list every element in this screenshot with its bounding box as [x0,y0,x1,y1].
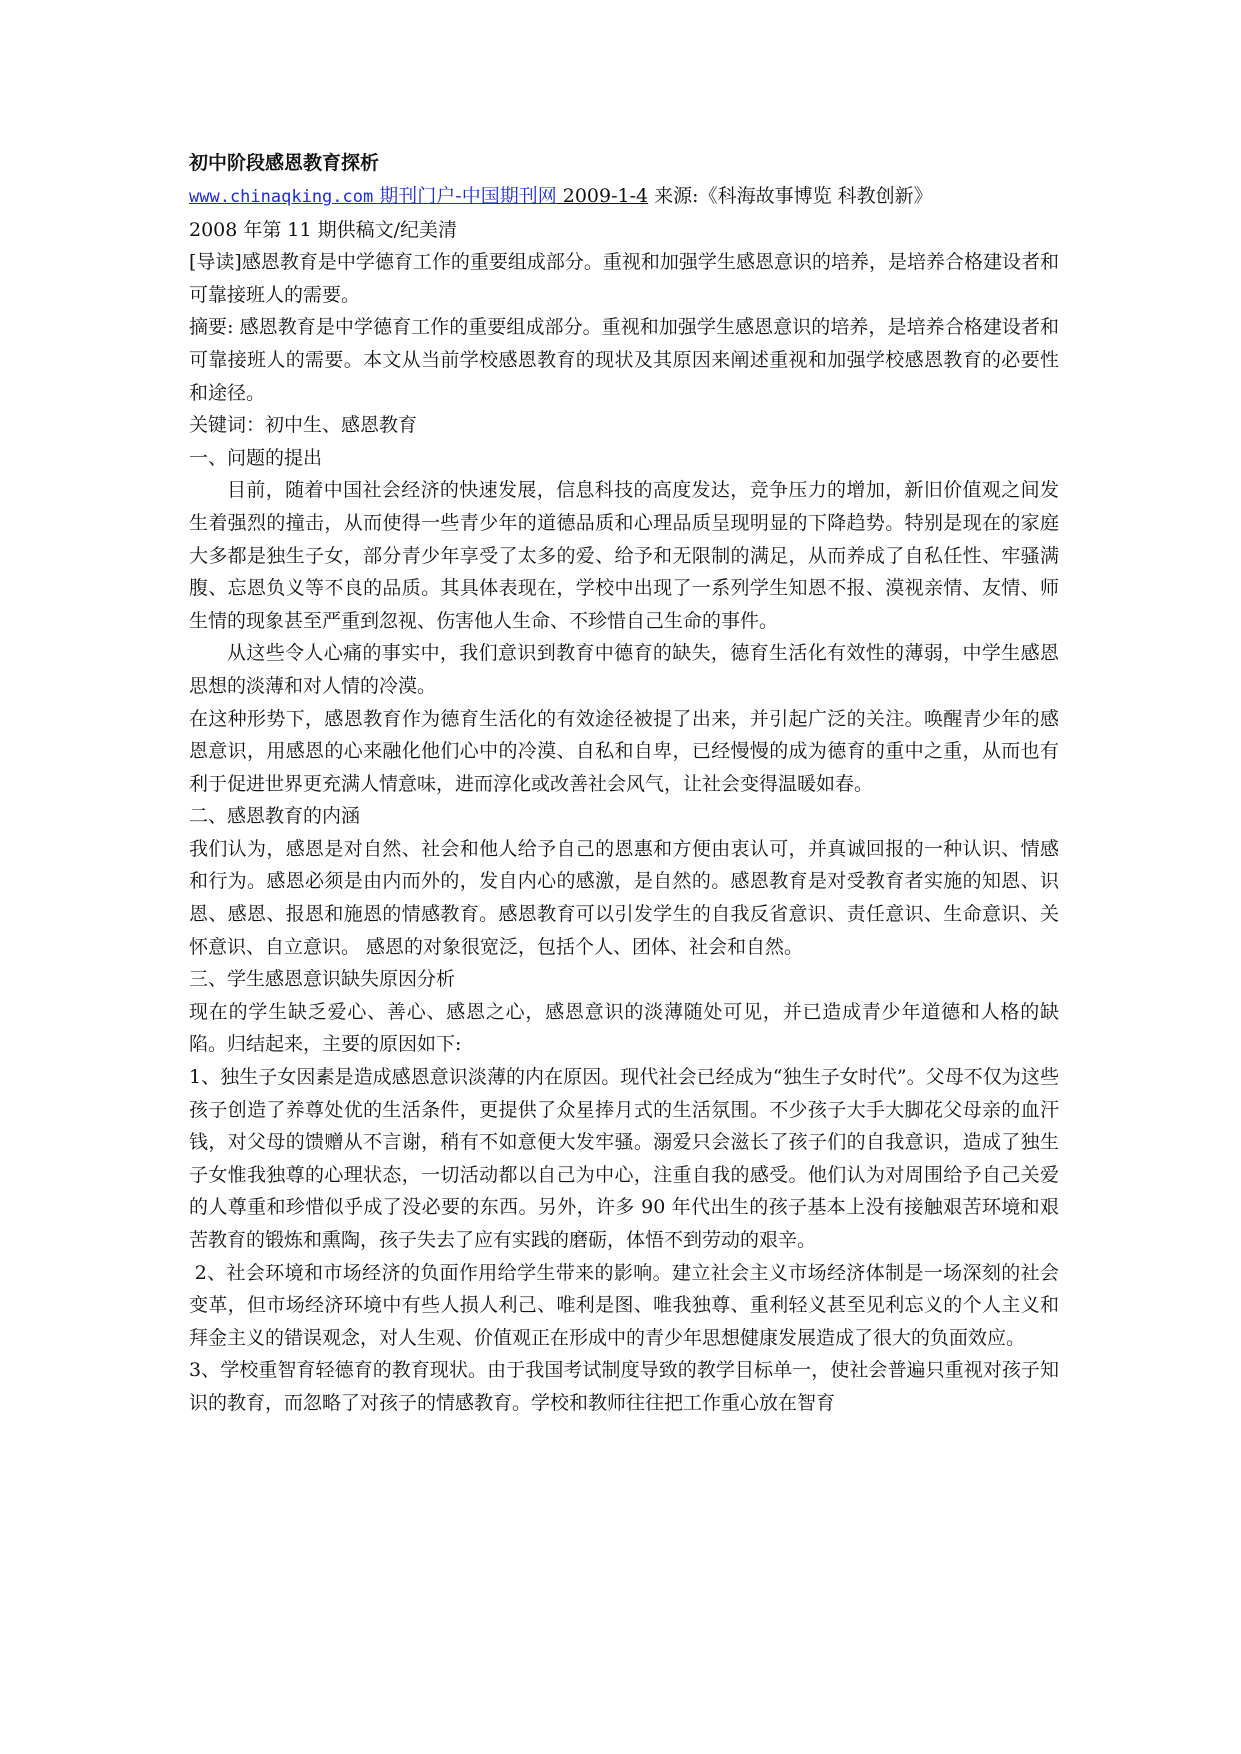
section3-paragraph-4: 3、学校重智育轻德育的教育现状。由于我国考试制度导致的教学目标单一，使社会普遍只重视对孩子知识的教育，而忽略了对孩子的情感教育。学校和教师往往把工作重心放在智育 [189,1359,1059,1414]
section3-paragraph-1: 现在的学生缺乏爱心、善心、感恩之心，感恩意识的淡薄随处可见，并已造成青少年道德和人格的缺陷。归结起来，主要的原因如下: [189,1000,1059,1056]
section3-paragraph-3: 2、社会环境和市场经济的负面作用给学生带来的影响。建立社会主义市场经济体制是一场深刻的社会变革，但市场经济环境中有些人损人利己、唯利是图、唯我独尊、重利轻义甚至见利忘义的个人主义和拜金主义的错误观念，对人生观、价值观正在形成中的青少年思想健康发展造成了很大的负面效应。 [189,1261,1059,1349]
abstract-paragraph: 摘要: 感恩教育是中学德育工作的重要组成部分。重视和加强学生感恩意识的培养，是培养合格建设者和可靠接班人的需要。本文从当前学校感恩教育的现状及其原因来阐述重视和加强学校感恩教育的必要性和途径。 [189,316,1059,404]
section-heading-2: 二、感恩教育的内涵 [189,805,361,828]
byline: 2008 年第 11 期供稿文/纪美清 [189,218,458,241]
source-date: 2009-1-4 [556,185,649,207]
keywords: 关键词：初中生、感恩教育 [189,414,418,437]
section2-paragraph-1: 我们认为，感恩是对自然、社会和他人给予自己的恩惠和方便由衷认可，并真诚回报的一种认识、情感和行为。感恩必须是由内而外的，发自内心的感激，是自然的。感恩教育是对受教育者实施的知恩、识恩、感恩、报恩和施恩的情感教育。感恩教育可以引发学生的自我反省意识、责任意识、生命意识、关怀意识、自立意识。 感恩的对象很宽泛，包括个人、团体、社会和自然。 [189,837,1059,958]
lead-paragraph: [导读]感恩教育是中学德育工作的重要组成部分。重视和加强学生感恩意识的培养，是培养合格建设者和可靠接班人的需要。 [189,251,1059,306]
article-title: 初中阶段感恩教育探析 [189,152,380,174]
source-line [189,180,1059,214]
section1-paragraph-3: 在这种形势下，感恩教育作为德育生活化的有效途径被提了出来，并引起广泛的关注。唤醒青少年的感恩意识，用感恩的心来融化他们心中的冷漠、自私和自卑，已经慢慢的成为德育的重中之重，从而也有利于促进世界更充满人情意味，进而淳化或改善社会风气，让社会变得温暖如春。 [189,707,1059,795]
section-heading-1: 一、问题的提出 [189,446,323,469]
source-link-url: www.chinaqking.com [189,187,374,207]
section1-paragraph-2: 从这些令人心痛的事实中，我们意识到教育中德育的缺失，德育生活化有效性的薄弱，中学生感恩思想的淡薄和对人情的冷漠。 [189,642,1059,697]
document-page [189,148,1059,1420]
section-heading-3: 三、学生感恩意识缺失原因分析 [189,968,456,991]
section3-paragraph-2: 1、独生子女因素是造成感恩意识淡薄的内在原因。现代社会已经成为“独生子女时代”。父母不仅为这些孩子创造了养尊处优的生活条件，更提供了众星捧月式的生活氛围。不少孩子大手大脚花父母亲的血汗钱，对父母的馈赠从不言谢，稍有不如意便大发牢骚。溺爱只会滋长了孩子们的自我意识，造成了独生子女惟我独尊的心理状态，一切活动都以自己为中心，注重自我的感受。他们认为对周围给予自己关爱的人尊重和珍惜似乎成了没必要的东西。另外，许多 90 年代出生的孩子基本上没有接触艰苦环境和艰苦教育的锻炼和熏陶，孩子失去了应有实践的磨砺，体悟不到劳动的艰辛。 [189,1066,1059,1251]
source-link[interactable] [189,187,557,207]
section1-paragraph-1: 目前，随着中国社会经济的快速发展，信息科技的高度发达，竞争压力的增加，新旧价值观之间发生着强烈的撞击，从而使得一些青少年的道德品质和心理品质呈现明显的下降趋势。特别是现在的家庭大多都是独生子女，部分青少年享受了太多的爱、给予和无限制的满足，从而养成了自私任性、牢骚满腹、忘恩负义等不良的品质。其具体表现在，学校中出现了一系列学生知恩不报、漠视亲情、友情、师生情的现象甚至严重到忽视、伤害他人生命、不珍惜自己生命的事件。 [189,479,1059,632]
source-from: 来源:《科海故事博览 科教创新》 [648,185,933,207]
source-link-site: 期刊门户-中国期刊网 [373,185,557,207]
